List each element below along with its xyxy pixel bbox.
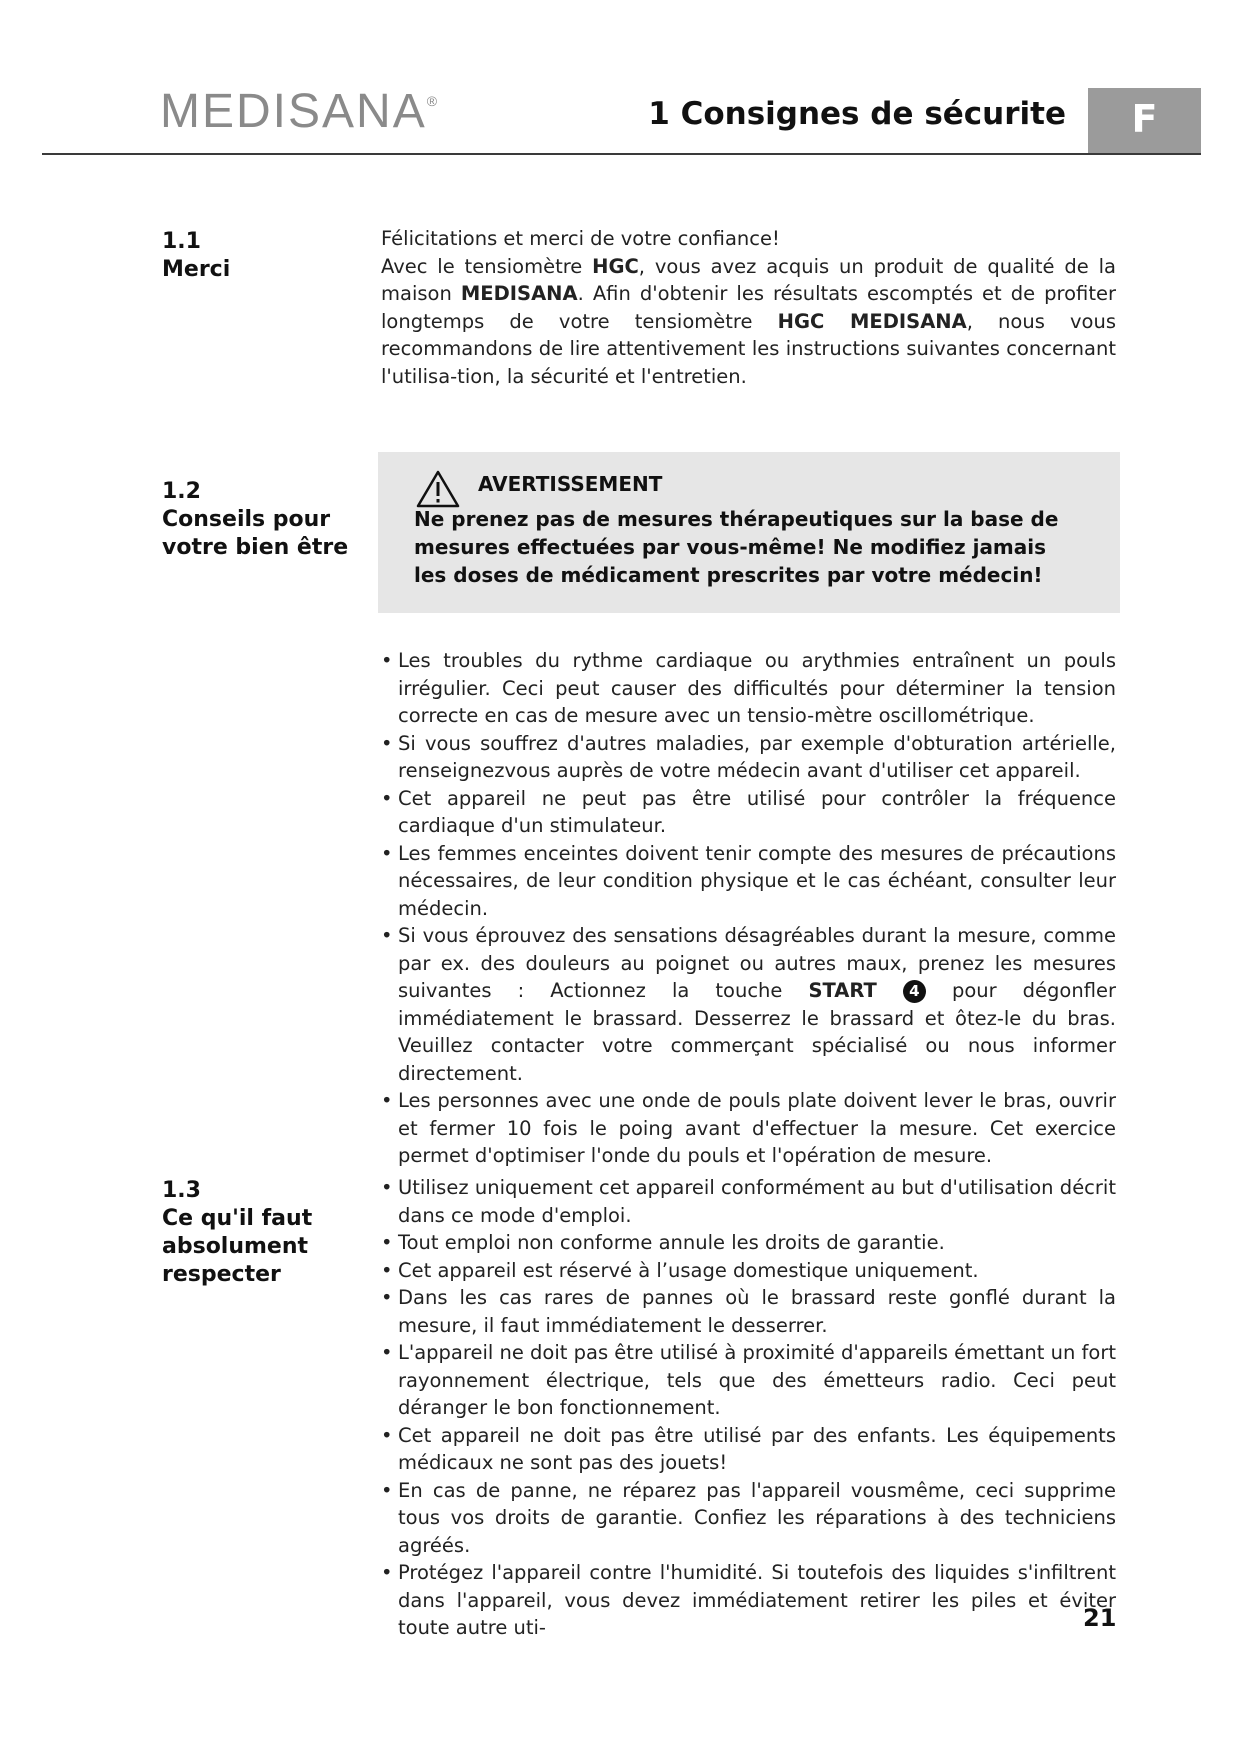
list-item: • Les personnes avec une onde de pouls plate doivent lever le bras, ouvrir et fermer 10 fois le poing avant d'effectuer la mesure. Cet exercice permet d'optimiser l'onde du pouls et l'opération de mesure.	[381, 1087, 1116, 1170]
list-item: • Dans les cas rares de pannes où le brassard reste gonflé durant la mesure, il faut immédiatement le desserrer.	[381, 1284, 1116, 1339]
section-number: 1.2	[162, 479, 201, 504]
list-item: • Cet appareil est réservé à l’usage domestique uniquement.	[381, 1257, 1116, 1285]
section-1-2-bullets	[381, 647, 1116, 1170]
section-number: 1.3	[162, 1178, 201, 1203]
paragraph: Félicitations et merci de votre confiance!	[381, 227, 780, 250]
section-title-line: votre bien être	[162, 535, 349, 560]
section-title-line: absolument	[162, 1234, 309, 1259]
section-label-1-1	[162, 228, 230, 284]
paragraph: Avec le tensiomètre HGC, vous avez acquis un produit de qualité de la maison MEDISANA. Afin d'obtenir les résultats escomptés et de profiter longtemps de votre tensiomètre HGC MEDISANA, nous vous recommandons de lire attentivement les instructions suivantes concernant l'utilisa-tion, la sécurité et l'entretien.	[381, 254, 1117, 388]
section-number: 1.1	[162, 229, 201, 254]
list-item: • Cet appareil ne doit pas être utilisé par des enfants. Les équipements médicaux ne sont pas des jouets!	[381, 1422, 1116, 1477]
section-label-1-2	[162, 478, 348, 562]
list-item: • En cas de panne, ne réparez pas l'appareil vousmême, ceci supprime tous vos droits de garantie. Confiez les réparations à des techniciens agréés.	[381, 1477, 1116, 1560]
page-number: 21	[1083, 1604, 1117, 1632]
section-1-3-bullets	[381, 1174, 1116, 1642]
warning-text: Ne prenez pas de mesures thérapeutiques sur la base de mesures effectuées par vous-même! Ne modifiez jamais les doses de médicament prescrites par votre médecin!	[414, 507, 1059, 587]
language-tab: F	[1088, 88, 1201, 154]
section-title-line: Ce qu'il faut	[162, 1206, 313, 1231]
list-item: • Tout emploi non conforme annule les droits de garantie.	[381, 1229, 1116, 1257]
list-item: • Utilisez uniquement cet appareil conformément au but d'utilisation décrit dans ce mode d'emploi.	[381, 1174, 1116, 1229]
warning-title: AVERTISSEMENT	[478, 472, 663, 496]
page-title: 1 Consignes de sécurite	[648, 96, 1066, 132]
list-item: • Si vous souffrez d'autres maladies, par exemple d'obturation artérielle, renseignezvous auprès de votre médecin avant d'utiliser cet appareil.	[381, 730, 1116, 785]
section-1-1-body	[381, 225, 1116, 390]
list-item: • Protégez l'appareil contre l'humidité. Si toutefois des liquides s'infiltrent dans l'appareil, vous devez immédiatement retirer les piles et éviter toute autre uti-	[381, 1559, 1116, 1642]
brand-logo: MEDISANA®	[160, 85, 440, 138]
list-item: • Cet appareil ne peut pas être utilisé pour contrôler la fréquence cardiaque d'un stimulateur.	[381, 785, 1116, 840]
warning-box	[378, 452, 1120, 613]
warning-triangle-icon	[416, 470, 460, 508]
section-label-1-3	[162, 1177, 312, 1289]
list-item: • Les troubles du rythme cardiaque ou arythmies entraînent un pouls irrégulier. Ceci peut causer des difficultés pour déterminer la tension correcte en cas de mesure avec un tensio-mètre oscillométrique.	[381, 647, 1116, 730]
section-title-line: Conseils pour	[162, 507, 331, 532]
list-item: • L'appareil ne doit pas être utilisé à proximité d'appareils émettant un fort rayonnement électrique, tels que des émetteurs radio. Ceci peut déranger le bon fonctionnement.	[381, 1339, 1116, 1422]
header-divider	[42, 153, 1201, 155]
list-item: • Si vous éprouvez des sensations désagréables durant la mesure, comme par ex. des douleurs au poignet ou autres maux, prenez les mesures suivantes : Actionnez la touche START 4 pour dégonfler immédiatement le brassard. Desserrez le brassard et ôtez-le du bras. Veuillez contacter votre commerçant spécialisé ou nous informer directement.	[381, 922, 1116, 1087]
list-item: • Les femmes enceintes doivent tenir compte des mesures de précautions nécessaires, de leur condition physique et le cas échéant, consulter leur médecin.	[381, 840, 1116, 923]
section-title-line: respecter	[162, 1262, 281, 1287]
section-title: Merci	[162, 257, 231, 282]
button-number-badge: 4	[903, 980, 926, 1003]
